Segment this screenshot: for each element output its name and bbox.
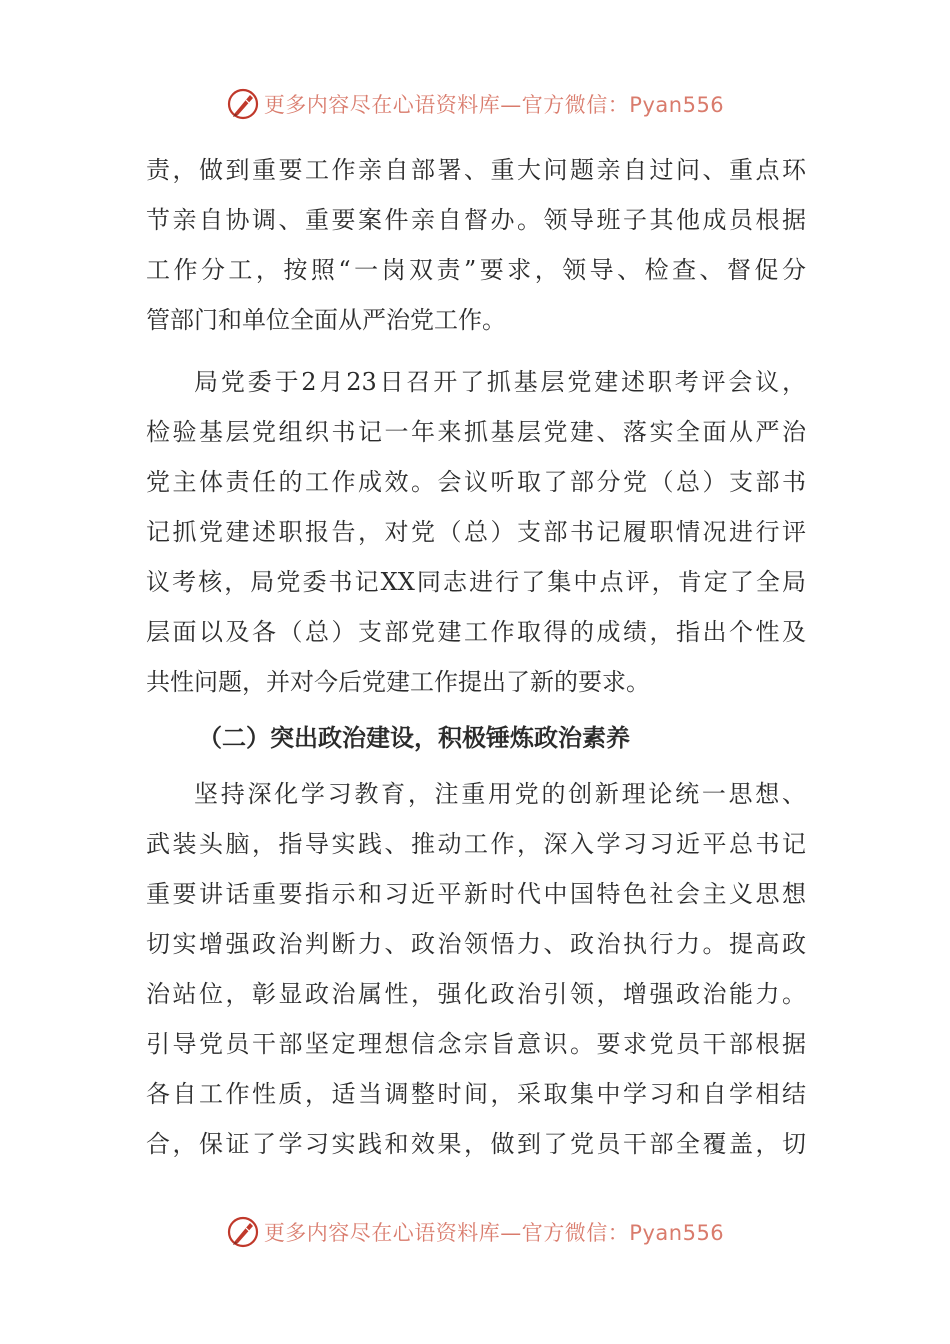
paragraph xyxy=(146,145,806,345)
quill-pen-logo-icon xyxy=(226,1215,260,1249)
text-line: 责，做到重要工作亲自部署、重大问题亲自过问、重点环 xyxy=(146,156,806,184)
section-heading: （二）突出政治建设，积极锤炼政治素养 xyxy=(198,724,630,752)
text-line: 检验基层党组织书记一年来抓基层党建、落实全面从严治 xyxy=(146,418,806,446)
text-line: 管部门和单位全面从严治党工作。 xyxy=(146,306,506,334)
text-line: 议考核，局党委书记XX同志进行了集中点评，肯定了全局 xyxy=(146,568,806,596)
text-line: 局党委于2月23日召开了抓基层党建述职考评会议， xyxy=(194,368,806,396)
text-line: 节亲自协调、重要案件亲自督办。领导班子其他成员根据 xyxy=(146,206,806,234)
text-line: 合，保证了学习实践和效果，做到了党员干部全覆盖，切 xyxy=(146,1130,806,1158)
quill-pen-logo-icon xyxy=(226,87,260,121)
watermark-text: 更多内容尽在心语资料库—官方微信：Pyan556 xyxy=(263,1221,725,1245)
text-line: 工作分工，按照“一岗双责”要求，领导、检查、督促分 xyxy=(146,256,806,284)
watermark-text: 更多内容尽在心语资料库—官方微信：Pyan556 xyxy=(263,93,725,117)
paragraph xyxy=(146,769,806,1169)
header-watermark-banner xyxy=(0,84,950,124)
text-line: 各自工作性质，适当调整时间，采取集中学习和自学相结 xyxy=(146,1080,806,1108)
text-line: 切实增强政治判断力、政治领悟力、政治执行力。提高政 xyxy=(146,930,806,958)
text-line: 共性问题，并对今后党建工作提出了新的要求。 xyxy=(146,668,650,696)
text-line: 治站位，彰显政治属性，强化政治引领，增强政治能力。 xyxy=(146,980,806,1008)
text-line: 武装头脑，指导实践、推动工作，深入学习习近平总书记 xyxy=(146,830,806,858)
text-line: 引导党员干部坚定理想信念宗旨意识。要求党员干部根据 xyxy=(146,1030,806,1058)
text-line: 层面以及各（总）支部党建工作取得的成绩，指出个性及 xyxy=(146,618,806,646)
text-line: 记抓党建述职报告，对党（总）支部书记履职情况进行评 xyxy=(146,518,806,546)
footer-watermark-banner xyxy=(0,1212,950,1252)
text-line: 重要讲话重要指示和习近平新时代中国特色社会主义思想 xyxy=(146,880,806,908)
document-body xyxy=(146,145,806,1169)
paragraph xyxy=(146,357,806,707)
text-line: 坚持深化学习教育，注重用党的创新理论统一思想、 xyxy=(194,780,806,808)
text-line: 党主体责任的工作成效。会议听取了部分党（总）支部书 xyxy=(146,468,806,496)
